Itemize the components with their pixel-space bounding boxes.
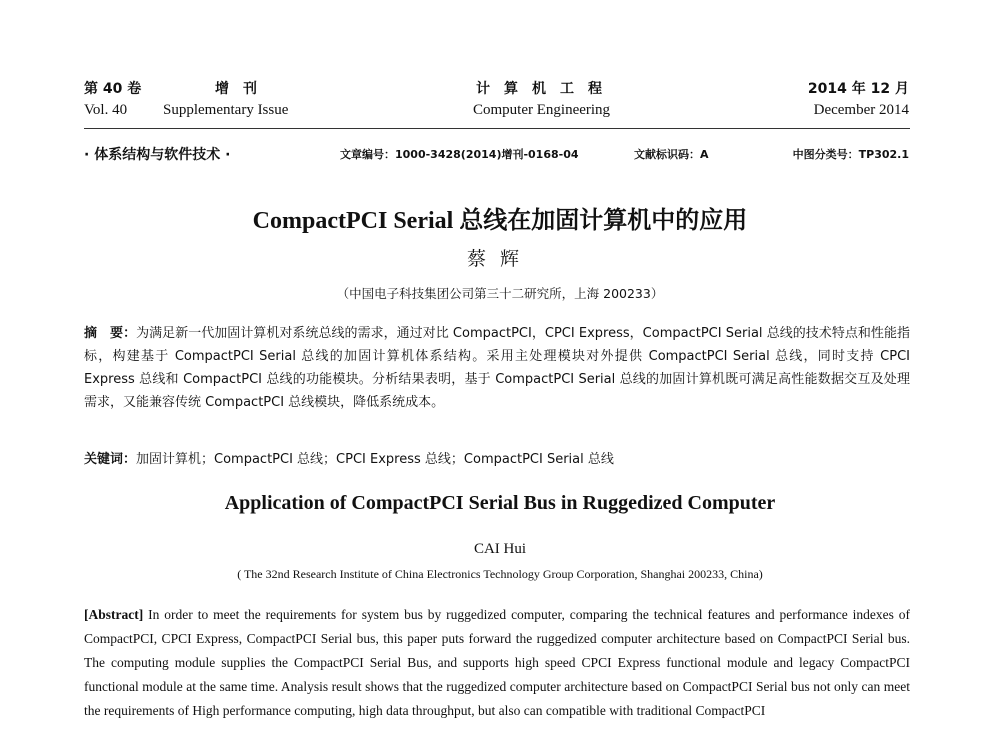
journal-cn: 计 算 机 工 程 <box>476 81 602 97</box>
abstract-text-en: In order to meet the requirements for system bus by ruggedized computer, comparing the technical features and performance indexes of CompactPCI, CPCI Express, CompactPCI Serial bus, this paper puts forward the ruggedized computer architecture based on CompactPCI Serial bus. The computing module supplies the CompactPCI Serial Bus, and supports high speed CPCI Express functional module and legacy CompactPCI functional module at the same time. Analysis result shows that the ruggedized computer architecture based on CompactPCI Serial bus not only can meet the requirements of High performance computing, high data throughput, but also can compatible with traditional CompactPCI <box>84 607 910 718</box>
issue-en: Supplementary Issue <box>163 102 289 118</box>
abstract-label-en: [Abstract] <box>84 607 144 622</box>
paper-title-en: Application of CompactPCI Serial Bus in Ruggedized Computer <box>224 492 776 514</box>
volume-en: Vol. 40 <box>84 102 128 118</box>
author-en: CAI Hui <box>473 541 527 557</box>
date-cn: 2014 年 12 月 <box>807 81 909 97</box>
date-en: December 2014 <box>813 102 909 118</box>
abstract-cn <box>84 322 910 414</box>
author-cn: 蔡辉 <box>466 248 533 270</box>
keywords-text-cn: 加固计算机；CompactPCI 总线；CPCI Express 总线；CompactPCI Serial 总线 <box>136 452 614 467</box>
header-rule <box>84 128 910 129</box>
volume-cn: 第 40 卷 <box>84 81 142 97</box>
keywords-label-cn: 关键词： <box>84 452 137 467</box>
abstract-text-cn: 为满足新一代加固计算机对系统总线的需求，通过对比 CompactPCI，CPCI Express，CompactPCI Serial 总线的技术特点和性能指标，构建基于 CompactPCI Serial 总线的加固计算机体系结构。采用主处理模块对外提供 CompactPCI Serial 总线，同时支持 CPCI Express 总线和 CompactPCI 总线的功能模块。分析结果表明，基于 CompactPCI Serial 总线的加固计算机既可满足高性能数据交互及处理需求，又能兼容传统 CompactPCI 总线模块，降低系统成本。 <box>84 326 910 410</box>
article-number: 文章编号：1000-3428(2014)增刊-0168-04 <box>340 148 579 161</box>
abstract-label-cn: 摘 要： <box>84 326 137 341</box>
abstract-en <box>84 603 910 753</box>
section-label: · 体系结构与软件技术 · <box>84 147 231 163</box>
journal-en: Computer Engineering <box>473 102 611 118</box>
clc-number: 中图分类号：TP302.1 <box>792 148 909 161</box>
paper-title-cn: CompactPCI Serial 总线在加固计算机中的应用 <box>252 208 748 234</box>
affiliation-en: ( The 32nd Research Institute of China Electronics Technology Group Corporation, Shanghai 200233, China) <box>237 567 763 581</box>
issue-cn: 增 刊 <box>215 81 257 97</box>
document-code: 文献标识码：A <box>634 148 709 161</box>
keywords-cn <box>84 448 910 471</box>
affiliation-cn: （中国电子科技集团公司第三十二研究所，上海 200233） <box>336 286 664 301</box>
